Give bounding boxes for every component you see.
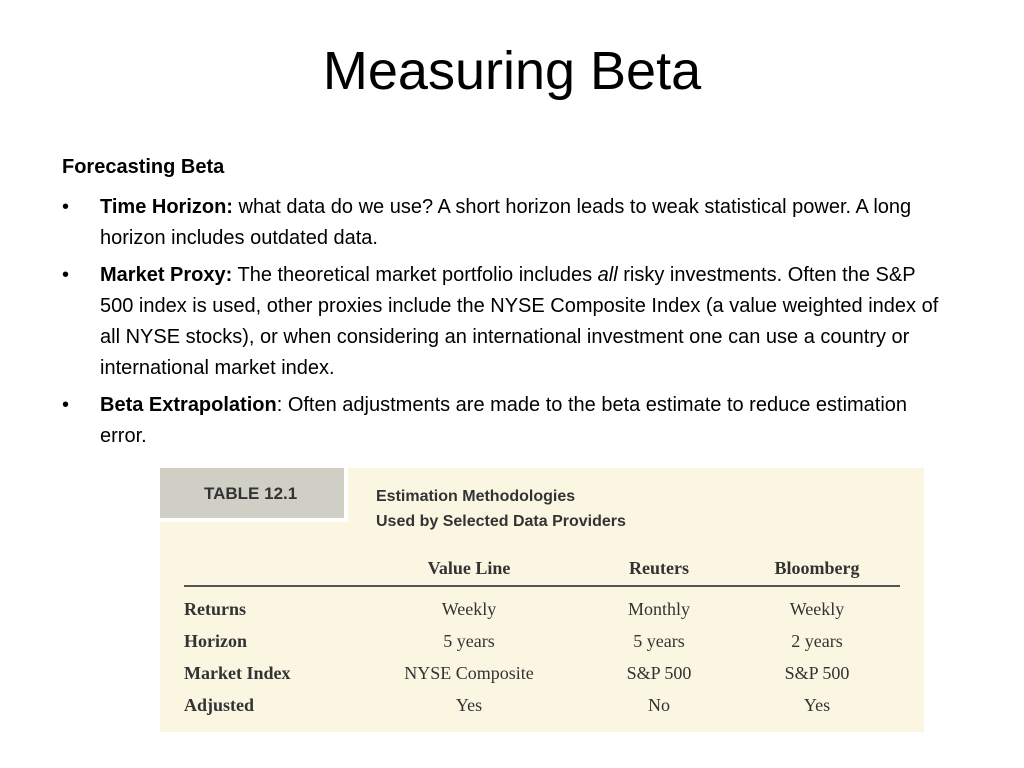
table-cell: S&P 500 xyxy=(784,662,850,683)
column-header: Value Line xyxy=(354,556,584,586)
bullet-list xyxy=(62,192,952,458)
table-cell: No xyxy=(648,694,670,715)
section-heading: Forecasting Beta xyxy=(62,156,225,178)
bullet-label: Market Proxy: xyxy=(100,264,233,286)
column-header: Bloomberg xyxy=(734,556,900,586)
table-row xyxy=(184,657,900,689)
bullet-label: Beta Extrapolation xyxy=(100,394,277,416)
table-row xyxy=(184,586,900,625)
bullet-marker: • xyxy=(62,394,70,416)
data-table xyxy=(184,556,900,721)
row-header: Market Index xyxy=(184,662,291,683)
bullet-text: The theoretical market portfolio includes xyxy=(232,264,598,286)
table-header-row xyxy=(184,556,900,586)
column-header xyxy=(184,556,354,586)
bullet-label: Time Horizon: xyxy=(100,196,233,218)
bullet-time-horizon xyxy=(62,192,952,254)
bullet-text: : Often adjustments are made to the beta estimate to reduce estimation error. xyxy=(100,394,908,447)
column-header: Reuters xyxy=(584,556,734,586)
bullet-marker: • xyxy=(62,264,70,286)
table-cell: NYSE Composite xyxy=(404,662,534,683)
table-caption-line: Used by Selected Data Providers xyxy=(376,513,626,530)
table-cell: Monthly xyxy=(627,598,690,619)
bullet-emphasis: all xyxy=(597,264,618,286)
slide-title: Measuring Beta xyxy=(322,41,702,101)
table-row xyxy=(184,689,900,721)
bullet-text: risky investments. Often the S&P 500 index is used, other proxies include the NYSE Composite Index (a value weighted index of all NYSE stocks), or when considering an international investment one can use a country or international market index. xyxy=(100,264,939,379)
bullet-market-proxy xyxy=(62,260,952,384)
row-header: Horizon xyxy=(184,630,247,651)
table-cell: S&P 500 xyxy=(626,662,692,683)
table-cell: Weekly xyxy=(441,598,497,619)
bullet-marker: • xyxy=(62,196,70,218)
row-header: Returns xyxy=(184,598,246,619)
table-cell: 5 years xyxy=(633,630,685,651)
row-header: Adjusted xyxy=(184,694,255,715)
table-cell: Yes xyxy=(803,694,831,715)
bullet-beta-extrapolation xyxy=(62,390,952,452)
table-cell: Weekly xyxy=(789,598,845,619)
table-cell: 5 years xyxy=(443,630,495,651)
bullet-text: what data do we use? A short horizon leads to weak statistical power. A long horizon includes outdated data. xyxy=(100,196,912,249)
table-cell: 2 years xyxy=(791,630,843,651)
table-cell: Yes xyxy=(455,694,483,715)
table-number-label: TABLE 12.1 xyxy=(160,468,348,522)
table-caption-line: Estimation Methodologies xyxy=(376,488,576,505)
table-figure xyxy=(160,468,924,732)
table-caption xyxy=(376,484,626,534)
table-row xyxy=(184,625,900,657)
